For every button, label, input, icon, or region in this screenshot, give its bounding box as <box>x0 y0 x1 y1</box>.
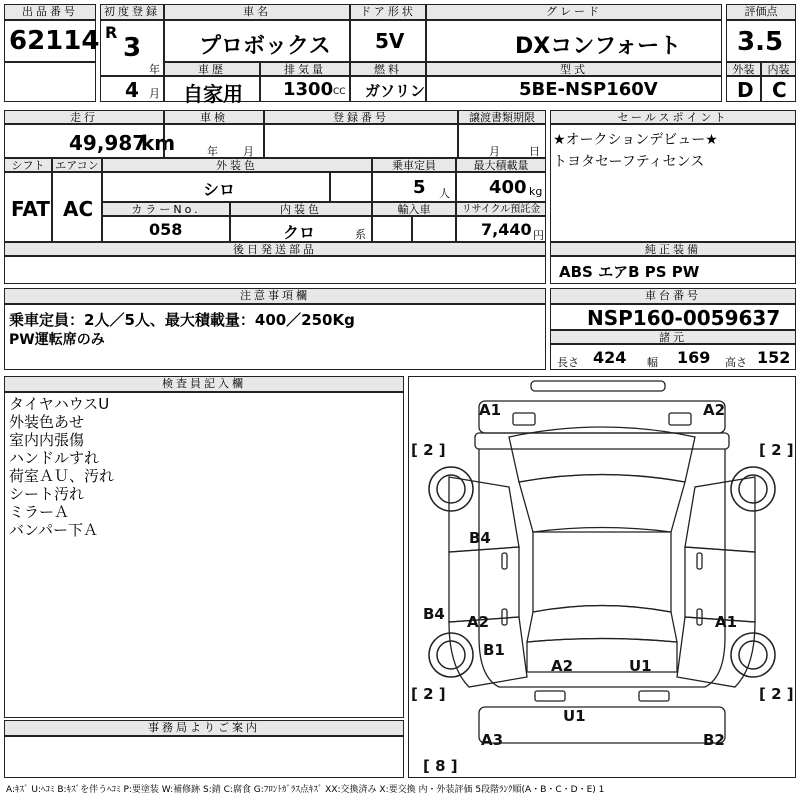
first-registration-box <box>100 20 164 76</box>
transfer-day-unit: 日 <box>529 145 540 158</box>
inspection-month-unit: 月 <box>243 145 254 158</box>
lot-number-box <box>4 20 100 62</box>
model-code-box <box>426 76 722 102</box>
ext-color-label: 外装色 <box>102 158 372 172</box>
aircon: AC <box>63 197 94 221</box>
mark-top-right: A2 <box>703 401 726 419</box>
sales-point-label: セールスポイント <box>550 110 796 124</box>
mileage-label: 走行 <box>4 110 164 124</box>
notes-box <box>4 304 546 370</box>
car-name: プロボックス <box>199 34 331 59</box>
color-no: 058 <box>149 220 183 239</box>
aircon-box <box>52 172 102 242</box>
interior-grade-box <box>761 76 796 102</box>
fuel-box <box>350 76 426 102</box>
inspector-note: ミラーＡ <box>9 503 70 521</box>
model-code: 5BE-NSP160V <box>519 79 658 100</box>
sales-point-1: ★オークションデビュー★ <box>553 132 718 148</box>
history-box <box>164 76 260 106</box>
inspection-year-unit: 年 <box>207 145 218 158</box>
inspector-note: バンパー下Ａ <box>9 521 98 539</box>
spare-mark: [ 8 ] <box>423 757 458 775</box>
equipment-label: 純正装備 <box>550 242 796 256</box>
score-box <box>726 20 796 62</box>
inspector-notes-box <box>4 392 404 718</box>
lot-blank <box>4 62 96 102</box>
mark-bottom-right: B2 <box>703 731 725 749</box>
mark-b4-door: B4 <box>469 529 491 547</box>
series-unit: 系 <box>355 228 366 241</box>
door-box <box>350 20 426 62</box>
recycle-label: リサイクル預託金 <box>456 202 546 216</box>
inspection-box <box>164 124 264 158</box>
office-notice-box <box>4 736 404 778</box>
reg-month: 4 <box>125 78 139 102</box>
color-no-box <box>102 216 230 242</box>
person-unit: 人 <box>439 187 450 200</box>
shift-box <box>4 172 52 242</box>
tire-rl-mark: [ 2 ] <box>411 685 446 703</box>
mark-a2-left: A2 <box>467 613 490 631</box>
ext-color-extra <box>330 172 372 202</box>
inspector-note: ハンドルすれ <box>9 449 100 467</box>
inspector-note: シート汚れ <box>9 485 85 503</box>
inspector-notes-label: 検査員記入欄 <box>4 376 404 392</box>
mark-u1-rear: U1 <box>629 657 652 675</box>
r-label: R <box>105 23 118 42</box>
mark-a1-right: A1 <box>715 613 738 631</box>
inspection-label: 車検 <box>164 110 264 124</box>
specs-label: 諸元 <box>550 330 796 344</box>
reg-year: 3 <box>123 33 142 63</box>
cc-unit: CC <box>333 87 346 97</box>
height: 152 <box>757 348 791 367</box>
width: 169 <box>677 348 711 367</box>
kg-unit: kg <box>529 185 543 198</box>
chassis-box <box>550 304 796 330</box>
km-unit: km <box>141 131 176 155</box>
exterior-label: 外装 <box>726 62 761 76</box>
note-1: 乗車定員：2人／5人、最大積載量：400／250Kg <box>9 311 355 329</box>
registration-no-label: 登録番号 <box>264 110 458 124</box>
mileage: 49,987 <box>69 131 147 155</box>
length-label: 長さ <box>557 356 579 369</box>
car-outline <box>449 381 755 743</box>
exterior-grade: D <box>737 78 754 102</box>
reg-month-box <box>100 76 164 102</box>
sales-point-box <box>550 124 796 242</box>
inspector-note: 室内内張傷 <box>9 431 85 449</box>
int-color-label: 内装色 <box>230 202 372 216</box>
capacity-box <box>372 172 456 202</box>
max-load-box <box>456 172 546 202</box>
recycle-fee: 7,440 <box>481 220 532 239</box>
month-unit: 月 <box>149 87 160 100</box>
fuel: ガソリン <box>365 82 426 100</box>
height-label: 高さ <box>725 356 747 369</box>
history: 自家用 <box>183 82 243 106</box>
legend: A:ｷｽﾞ U:ﾍｺﾐ B:ｷｽﾞを伴うﾍｺﾐ P:要塗装 W:補修跡 S:錆 C:腐食 G:ﾌﾛﾝﾄｶﾞﾗｽ点ｷｽﾞ XX:交換済み X:要交換 内・外装評価 5段階ﾗﾝｸ順(A・B・C・D・E) 1 <box>6 785 605 795</box>
width-label: 幅 <box>647 356 658 369</box>
length: 424 <box>593 348 627 367</box>
chassis: NSP160-0059637 <box>587 306 781 330</box>
import-box-1 <box>372 216 412 242</box>
car-diagram-frame <box>408 376 796 778</box>
exterior-grade-box <box>726 76 761 102</box>
lot-number: 62114 <box>9 26 100 56</box>
equipment-box <box>550 256 796 284</box>
grade-box <box>426 20 722 62</box>
interior-label: 内装 <box>761 62 796 76</box>
car-name-label: 車名 <box>164 4 350 20</box>
door: 5V <box>375 29 405 53</box>
tire-fr-mark: [ 2 ] <box>759 441 794 459</box>
later-parts-box <box>4 256 546 284</box>
ext-color-box <box>102 172 330 202</box>
mark-top-left: A1 <box>479 401 502 419</box>
displacement-box <box>260 76 350 102</box>
int-color-box <box>230 216 372 242</box>
transfer-docs-box <box>458 124 546 158</box>
capacity-label: 乗車定員 <box>372 158 456 172</box>
registration-no-box <box>264 124 458 158</box>
capacity: 5 <box>413 177 426 198</box>
import-box-2 <box>412 216 456 242</box>
equipment: ABS エアB PS PW <box>559 263 700 281</box>
score-label: 評価点 <box>726 4 796 20</box>
transfer-docs-label: 譲渡書類期限 <box>458 110 546 124</box>
int-color: クロ <box>283 223 316 242</box>
lot-number-label: 出品番号 <box>4 4 96 20</box>
mileage-box <box>4 124 176 158</box>
notes-label: 注意事項欄 <box>4 288 546 304</box>
recycle-box <box>456 216 546 242</box>
max-load: 400 <box>489 177 527 198</box>
color-no-label: カラーNo. <box>102 202 230 216</box>
yen-unit: 円 <box>533 229 544 242</box>
grade-label: グレード <box>426 4 722 20</box>
door-label: ドア形状 <box>350 4 426 20</box>
ext-color: シロ <box>203 180 236 199</box>
mark-u1-bumper: U1 <box>563 707 586 725</box>
inspector-note: タイヤハウスU <box>9 395 110 413</box>
car-name-box <box>164 20 350 62</box>
note-2: PW運転席のみ <box>9 332 105 348</box>
first-registration-label: 初度登録 <box>100 4 164 20</box>
car-diagram <box>409 377 795 777</box>
chassis-label: 車台番号 <box>550 288 796 304</box>
sales-point-2: トヨタセーフティセンス <box>553 154 705 170</box>
shift: FAT <box>11 197 50 221</box>
office-notice-label: 事務局よりご案内 <box>4 720 404 736</box>
tire-fl-mark: [ 2 ] <box>411 441 446 459</box>
mark-bottom-left: A3 <box>481 731 504 749</box>
interior-grade: C <box>772 78 787 102</box>
mark-b4-side: B4 <box>423 605 445 623</box>
displacement: 1300 <box>283 79 334 100</box>
model-code-label: 型式 <box>426 62 722 76</box>
grade: DXコンフォート <box>515 34 682 59</box>
tire-rr-mark: [ 2 ] <box>759 685 794 703</box>
aircon-label: エアコン <box>52 158 102 172</box>
later-parts-label: 後日発送部品 <box>4 242 546 256</box>
inspector-note: 荷室ＡＵ、汚れ <box>9 467 115 485</box>
year-unit: 年 <box>149 63 160 76</box>
transfer-month-unit: 月 <box>489 145 500 158</box>
inspector-note: 外装色あせ <box>9 413 85 431</box>
score: 3.5 <box>737 27 784 57</box>
fuel-label: 燃料 <box>350 62 426 76</box>
tire-icons <box>429 467 775 677</box>
displacement-label: 排気量 <box>260 62 350 76</box>
history-label: 車歴 <box>164 62 260 76</box>
max-load-label: 最大積載量 <box>456 158 546 172</box>
specs-box <box>550 344 796 370</box>
mark-b1-left: B1 <box>483 641 505 659</box>
mark-a2-rear: A2 <box>551 657 574 675</box>
shift-label: シフト <box>4 158 52 172</box>
import-label: 輸入車 <box>372 202 456 216</box>
